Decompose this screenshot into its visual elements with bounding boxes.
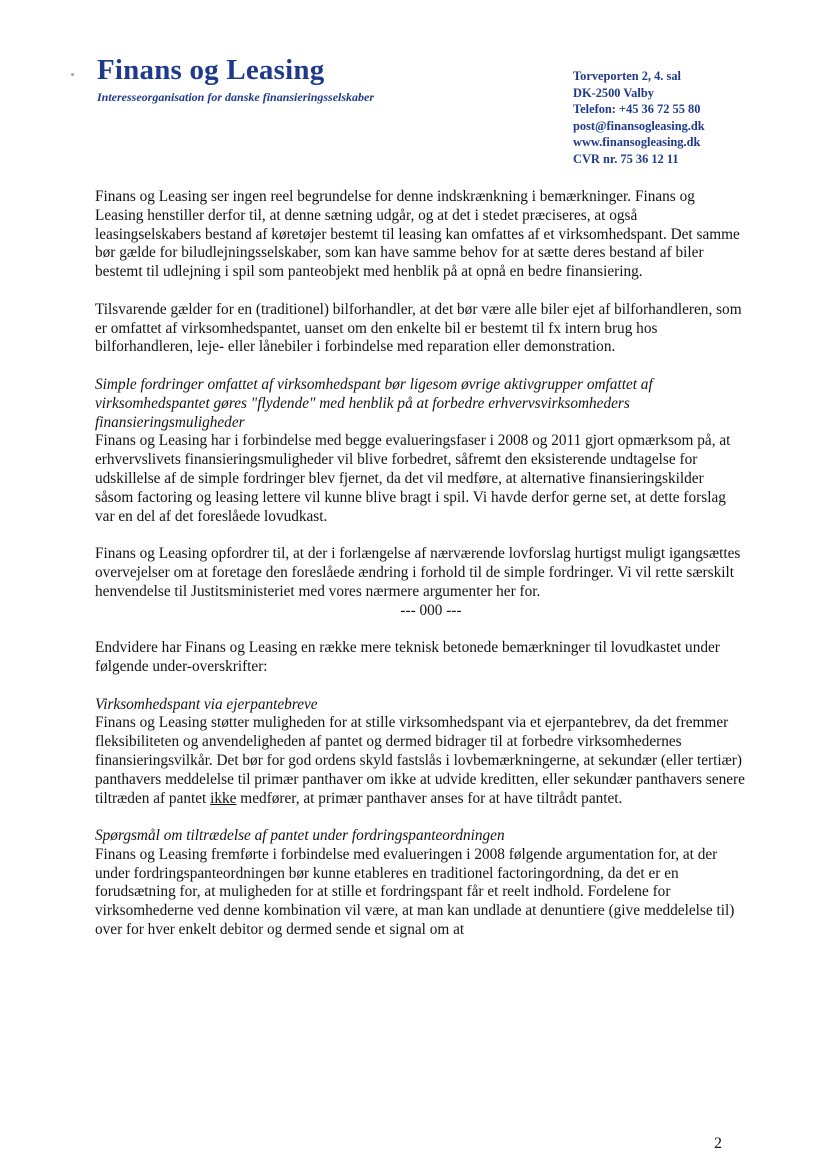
- paragraph-factoring: Finans og Leasing fremførte i forbindelse med evalueringen i 2008 følgende argumentation for, at der under fordringspanteordningen bør kunne etableres en traditionel factoringordning, da det er en forudsætning for, at muligheden for at stille et fordringspant får et reelt indhold. Fordelene for virksomhederne ved denne kombination vil være, at man kan undlade at denuntiere (give meddelelse til) over for hver enkelt debitor og dermed sende et signal om at: [95, 845, 735, 939]
- page-number: 2: [714, 1135, 722, 1152]
- paragraph-vehicle-leasing: Finans og Leasing ser ingen reel begrundelse for denne indskrænkning i bemærkninger. Finans og Leasing henstiller derfor til, at denne sætning udgår, og at det i stedet præciseres, at også leasingselskabers bestand af køretøjer bestemt til leasing kan omfattes af et virksomhedspant. Det samme bør gælde for biludlejningsselskaber, som kan have samme behov for at sætte deres bestand af biler bestemt til udlejning i spil som panteobjekt med henblik på at opnå en bedre finansiering.: [95, 188, 740, 281]
- org-subtitle: Interesseorganisation for danske finansieringsselskaber: [97, 90, 375, 104]
- contact-city: DK-2500 Valby: [573, 85, 654, 100]
- paragraph-owner-mortgage: [95, 714, 745, 808]
- contact-phone: Telefon: +45 36 72 55 80: [573, 102, 701, 116]
- contact-email: post@finansogleasing.dk: [573, 118, 705, 133]
- contact-web: www.finansogleasing.dk: [573, 135, 701, 149]
- section-heading-owner-mortgage: Virksomhedspant via ejerpantebreve: [95, 695, 318, 713]
- contact-address: Torveporten 2, 4. sal: [573, 69, 681, 83]
- paragraph-evaluation-phases: Finans og Leasing har i forbindelse med begge evalueringsfaser i 2008 og 2011 gjort opmærksom på, at erhvervslivets finansieringsmuligheder vil blive forbedret, såfremt den eksisterende undtagelse for udskillelse af de simple fordringer blev fjernet, da det vil medføre, at alternative finansieringskilder såsom factoring og leasing lettere vil kunne blive bragt i spil. Vi havde derfor gerne set, at dette forslag var en del af det foreslåede lovudkast.: [95, 432, 731, 525]
- paragraph-technical-remarks: Endvidere har Finans og Leasing en række mere teknisk betonede bemærkninger til lovudkastet under følgende under-overskrifter:: [95, 639, 720, 675]
- paragraph-call-to-action: Finans og Leasing opfordrer til, at der i forlængelse af nærværende lovforslag hurtigst muligt igangsættes overvejelser om at foretage den foreslåede ændring i forhold til de simple fordringer. Vi vil rette særskilt henvendelse til Justitsministeriet med vores nærmere argumenter her for.: [95, 545, 741, 600]
- section-heading-receivables-pledge: Spørgsmål om tiltrædelse af pantet under fordringspanteordningen: [95, 827, 505, 845]
- emphasis-ikke: ikke: [210, 789, 237, 807]
- contact-cvr: CVR nr. 75 36 12 11: [573, 151, 679, 166]
- section-heading-simple-receivables: Simple fordringer omfattet af virksomhedspant bør ligesom øvrige aktivgrupper omfattet af virksomhedspantet gøres "flydende" med henblik på at forbedre erhvervsvirksomheders finansieringsmuligheder: [95, 375, 653, 431]
- contact-block: [573, 68, 705, 167]
- paragraph-owner-mortgage-text: Finans og Leasing støtter muligheden for at stille virksomhedspant via et ejerpantebrev, da det fremmer fleksibiliteten og anvendeligheden af pantet og dermed bidrager til at forbedre virksomhedernes finansieringsvilkår. Det bør for god ordens skyld fastslås i lovbemærkningerne, at sekundær (eller tertiær) panthavers meddelelse til primær panthaver om ikke at udvide kreditten, eller sekundær panthavers senere tiltræden af pantet: [95, 714, 745, 807]
- scan-speck: [71, 73, 74, 76]
- org-name: Finans og Leasing: [97, 54, 325, 86]
- paragraph-owner-mortgage-end: medfører, at primær panthaver anses for at have tiltrådt pantet.: [236, 789, 623, 807]
- letter-body: [95, 188, 745, 940]
- paragraph-car-dealer: Tilsvarende gælder for en (traditionel) bilforhandler, at det bør være alle biler ejet af bilforhandleren, som er omfattet af virksomhedspantet, uanset om den enkelte bil er bestemt til fx intern brug hos bilforhandleren, leje- eller lånebiler i forbindelse med reparation eller demonstration.: [95, 300, 742, 356]
- section-separator: --- 000 ---: [400, 601, 462, 619]
